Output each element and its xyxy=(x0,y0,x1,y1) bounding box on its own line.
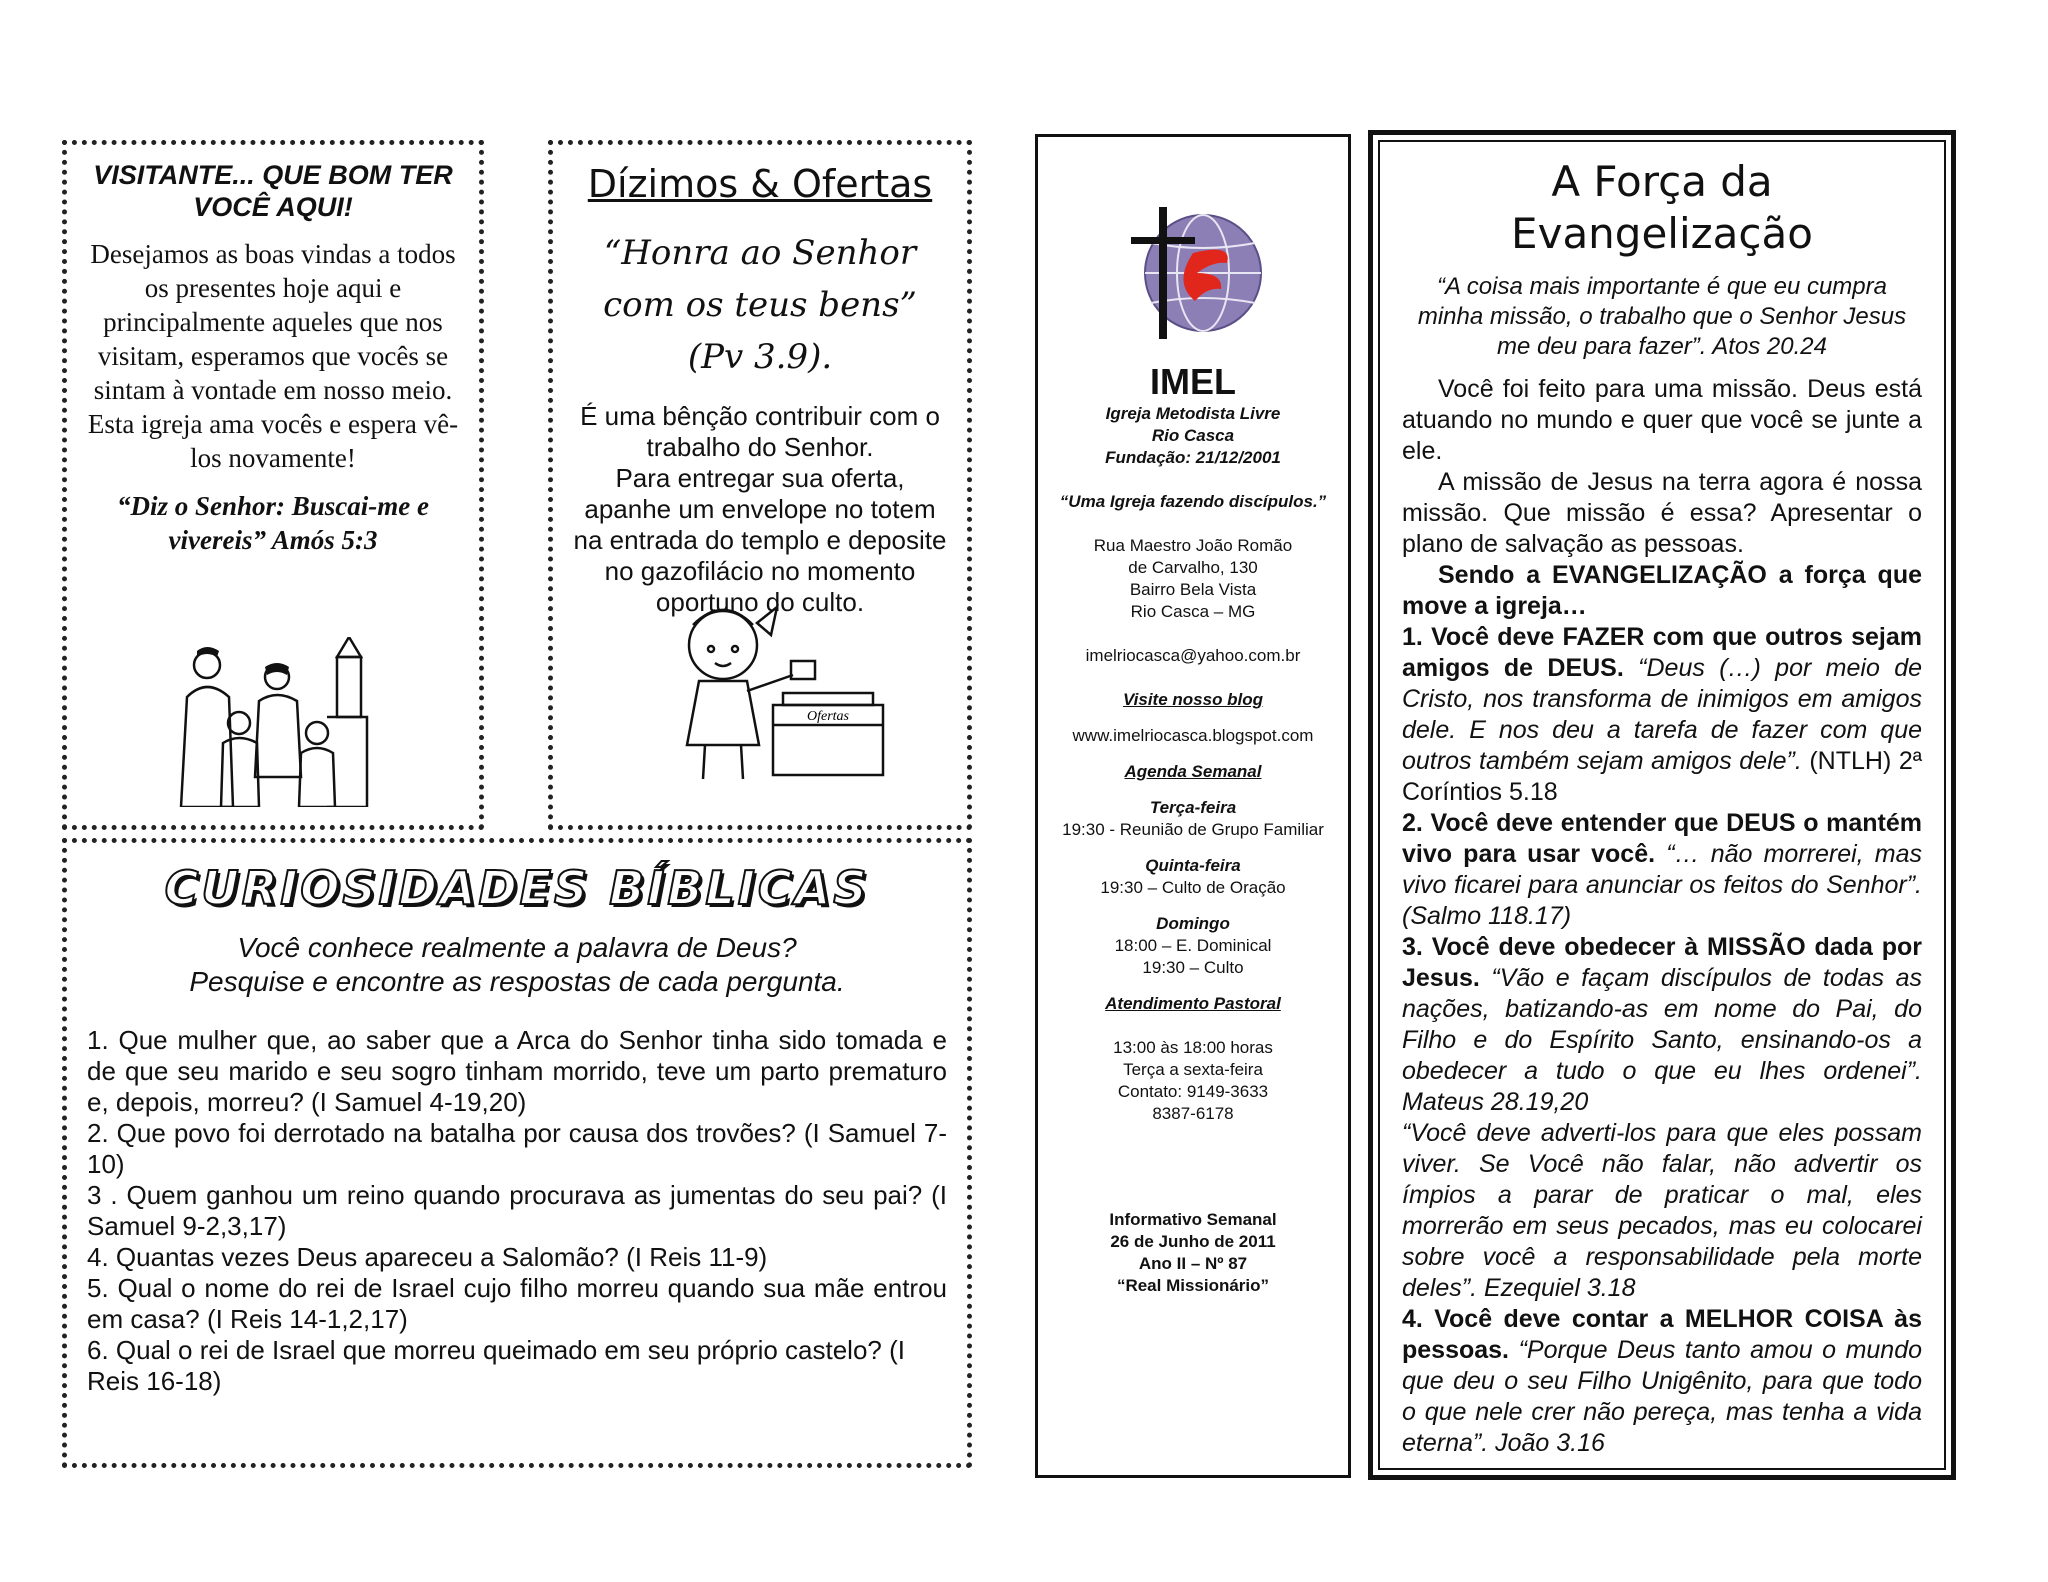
church-name: IMEL xyxy=(1150,361,1236,402)
footer-line: “Real Missionário” xyxy=(1116,1276,1270,1295)
point-quote: “Deus (…) por meio de Cristo, nos transforma de inimigos em amigos dele. E nos deu a tarefa de fazer com que outros também sejam amigos dele”. xyxy=(1402,654,1923,775)
girl-offering-illustration xyxy=(653,595,893,785)
pastoral-line: 8387-6178 xyxy=(1152,1104,1234,1123)
agenda-day: Terça-feira xyxy=(1149,798,1237,817)
forca-title: A Força da Evangelização xyxy=(1511,157,1813,258)
offering-box-label: Ofertas xyxy=(807,709,849,724)
point-quote: “… não morrerei, mas vivo ficarei para anunciar os feitos do Senhor”. (Salmo 118.17) xyxy=(1402,840,1922,930)
visitante-quote: “Diz o Senhor: Buscai-me e vivereis” Amós 5:3 xyxy=(116,491,430,555)
question-item: 1. Que mulher que, ao saber que a Arca do Senhor tinha sido tomada e de que seu marido e seu sogro tinham morrido, teve um parto prematuro e, depois, morreu? (I Samuel 4-19,20) xyxy=(87,1025,947,1117)
pastoral-title: Atendimento Pastoral xyxy=(1105,994,1281,1013)
blog-label: Visite nosso blog xyxy=(1122,690,1264,709)
blog-url[interactable]: www.imelriocasca.blogspot.com xyxy=(1072,726,1314,745)
agenda-line: 19:30 – Culto de Oração xyxy=(1100,878,1286,897)
point-quote: “Vão e façam discípulos de todas as nações, batizando-as em nome do Pai, do Filho e do Espírito Santo, ensinando-os a obedecer a tudo o que eu lhes ordenei”. Mateus 28.19,20 xyxy=(1402,964,1922,1116)
forca-paragraph: A missão de Jesus na terra agora é nossa missão. Que missão é essa? Apresentar o plano de salvação as pessoas. xyxy=(1402,468,1922,558)
footer-line: Informativo Semanal xyxy=(1109,1210,1277,1229)
visitante-title: VISITANTE... QUE BOM TER VOCÊ AQUI! xyxy=(93,160,453,222)
church-city: Rio Casca xyxy=(1151,426,1235,445)
forca-point-1 xyxy=(1402,622,1922,808)
footer-line: 26 de Junho de 2011 xyxy=(1110,1232,1276,1251)
agenda-line: 19:30 - Reunião de Grupo Familiar xyxy=(1062,820,1324,839)
visitante-body2: Esta igreja ama vocês e espera vê-los novamente! xyxy=(87,409,459,473)
agenda-title: Agenda Semanal xyxy=(1124,762,1262,781)
dizimos-verse: “Honra ao Senhor com os teus bens” (Pv 3.9). xyxy=(603,233,917,377)
pastoral-line: Contato: 9149-3633 xyxy=(1117,1082,1269,1101)
dizimos-title: Dízimos & Ofertas xyxy=(587,162,933,206)
question-list xyxy=(87,1025,947,1397)
church-logo-icon xyxy=(1123,203,1263,343)
forca-point-3-quote: “Você deve adverti-los para que eles possam viver. Se Você não falar, não advertir os ímpios a parar de praticar o mal, eles morrerão em seus pecados, mas eu colocarei sobre você a responsabilidade pela morte deles”. Ezequiel 3.18 xyxy=(1402,1119,1922,1302)
church-founded: Fundação: 21/12/2001 xyxy=(1105,448,1281,467)
curiosidades-section xyxy=(62,838,972,1468)
question-item: 5. Qual o nome do rei de Israel cujo filho morreu quando sua mãe entrou em casa? (I Reis 14-1,2,17) xyxy=(87,1273,947,1334)
family-illustration xyxy=(167,637,387,807)
address-line: Bairro Bela Vista xyxy=(1129,580,1257,599)
pastoral-line: Terça a sexta-feira xyxy=(1123,1060,1263,1079)
forca-section xyxy=(1378,140,1946,1470)
curiosidades-title: CURIOSIDADES BÍBLICAS xyxy=(164,861,870,915)
footer-line: Ano II – Nº 87 xyxy=(1138,1254,1248,1273)
address-line: de Carvalho, 130 xyxy=(1128,558,1258,577)
point-quote: “Porque Deus tanto amou o mundo que deu o seu Filho Unigênito, para que todo o que nele crer não pereça, mas tenha a vida eterna”. João 3.16 xyxy=(1402,1336,1923,1457)
forca-paragraph: Você foi feito para uma missão. Deus está atuando no mundo e quer que você se junte a ele. xyxy=(1402,375,1922,465)
point-heading: 1. Você deve FAZER com que outros sejam amigos de DEUS. xyxy=(1402,623,1922,682)
dizimos-body1: É uma bênção contribuir com o trabalho do Senhor. xyxy=(580,401,940,462)
question-item: 3 . Quem ganhou um reino quando procurava as jumentas do seu pai? (I Samuel 9-2,3,17) xyxy=(87,1180,947,1241)
pastoral-line: 13:00 às 18:00 horas xyxy=(1113,1038,1273,1057)
agenda-line: 18:00 – E. Dominical xyxy=(1114,936,1272,955)
point-heading: 4. Você deve contar a MELHOR COISA às pessoas. xyxy=(1402,1305,1922,1364)
church-email: imelriocasca@yahoo.com.br xyxy=(1085,646,1301,665)
point-reference: (NTLH) 2ª Coríntios 5.18 xyxy=(1402,747,1922,806)
agenda-day: Domingo xyxy=(1156,914,1230,933)
point-heading: 2. Você deve entender que DEUS o mantém vivo para usar você. xyxy=(1402,809,1922,868)
question-item: 2. Que povo foi derrotado na batalha por causa dos trovões? (I Samuel 7-10) xyxy=(87,1118,947,1179)
curiosidades-sub1: Você conhece realmente a palavra de Deus? xyxy=(237,932,797,963)
church-full-name: Igreja Metodista Livre xyxy=(1105,404,1281,423)
address-line: Rua Maestro João Romão xyxy=(1093,536,1293,555)
forca-point-4 xyxy=(1402,1304,1922,1459)
address-line: Rio Casca – MG xyxy=(1130,602,1256,621)
visitante-body: Desejamos as boas vindas a todos os presentes hoje aqui e principalmente aqueles que nos visitam, esperamos que vocês se sintam à vontade em nosso meio. xyxy=(90,239,456,405)
forca-point-3 xyxy=(1402,932,1922,1118)
question-item: 6. Qual o rei de Israel que morreu queimado em seu próprio castelo? (I Reis 16-18) xyxy=(87,1335,905,1396)
forca-paragraph: Sendo a EVANGELIZAÇÃO a força que move a igreja… xyxy=(1402,561,1922,620)
imel-info-column xyxy=(1035,134,1351,1478)
point-heading: 3. Você deve obedecer à MISSÃO dada por Jesus. xyxy=(1402,933,1922,992)
dizimos-section xyxy=(548,140,972,830)
agenda-line: 19:30 – Culto xyxy=(1142,958,1244,977)
agenda-day: Quinta-feira xyxy=(1145,856,1241,875)
church-motto: “Uma Igreja fazendo discípulos.” xyxy=(1059,492,1327,511)
question-item: 4. Quantas vezes Deus apareceu a Salomão? (I Reis 11-9) xyxy=(87,1242,768,1272)
curiosidades-sub2: Pesquise e encontre as respostas de cada pergunta. xyxy=(189,966,845,997)
forca-epigraph: “A coisa mais importante é que eu cumpra minha missão, o trabalho que o Senhor Jesus me deu para fazer”. Atos 20.24 xyxy=(1417,273,1907,360)
forca-point-2 xyxy=(1402,808,1922,932)
visitante-section xyxy=(62,140,484,830)
dizimos-body2: Para entregar sua oferta, apanhe um envelope no totem na entrada do templo e deposite no gazofilácio no momento oportuno do culto. xyxy=(573,463,947,617)
